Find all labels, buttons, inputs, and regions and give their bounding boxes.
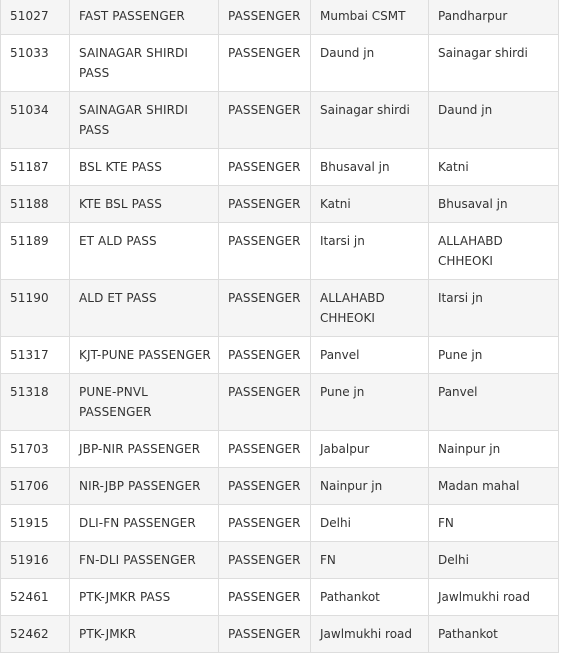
train-type: PASSENGER bbox=[219, 579, 311, 616]
table-row bbox=[1, 92, 559, 149]
train-number: 51318 bbox=[1, 374, 70, 431]
table-row bbox=[1, 280, 559, 337]
table-row bbox=[1, 579, 559, 616]
train-from-station: Sainagar shirdi bbox=[311, 92, 429, 149]
train-to-station: Nainpur jn bbox=[429, 431, 559, 468]
train-name: ET ALD PASS bbox=[70, 223, 219, 280]
train-name: KJT-PUNE PASSENGER bbox=[70, 337, 219, 374]
train-type: PASSENGER bbox=[219, 505, 311, 542]
train-to-station: Delhi bbox=[429, 542, 559, 579]
train-number: 51033 bbox=[1, 35, 70, 92]
train-number: 52461 bbox=[1, 579, 70, 616]
train-type: PASSENGER bbox=[219, 280, 311, 337]
train-to-station: ALLAHABD CHHEOKI bbox=[429, 223, 559, 280]
train-to-station: Daund jn bbox=[429, 92, 559, 149]
table-row bbox=[1, 223, 559, 280]
train-name: SAINAGAR SHIRDI PASS bbox=[70, 92, 219, 149]
train-name: DLI-FN PASSENGER bbox=[70, 505, 219, 542]
train-type: PASSENGER bbox=[219, 542, 311, 579]
table-row bbox=[1, 505, 559, 542]
train-name: SAINAGAR SHIRDI PASS bbox=[70, 35, 219, 92]
train-to-station: FN bbox=[429, 505, 559, 542]
train-name: FAST PASSENGER bbox=[70, 0, 219, 35]
train-type: PASSENGER bbox=[219, 337, 311, 374]
train-from-station: Mumbai CSMT bbox=[311, 0, 429, 35]
train-name: NIR-JBP PASSENGER bbox=[70, 468, 219, 505]
train-type: PASSENGER bbox=[219, 616, 311, 653]
train-name: JBP-NIR PASSENGER bbox=[70, 431, 219, 468]
train-to-station: Bhusaval jn bbox=[429, 186, 559, 223]
train-number: 51703 bbox=[1, 431, 70, 468]
train-type: PASSENGER bbox=[219, 149, 311, 186]
train-to-station: Panvel bbox=[429, 374, 559, 431]
train-number: 51027 bbox=[1, 0, 70, 35]
train-from-station: FN bbox=[311, 542, 429, 579]
table-row bbox=[1, 542, 559, 579]
train-type: PASSENGER bbox=[219, 374, 311, 431]
train-to-station: Pandharpur bbox=[429, 0, 559, 35]
train-to-station: Itarsi jn bbox=[429, 280, 559, 337]
table-row bbox=[1, 374, 559, 431]
train-from-station: Itarsi jn bbox=[311, 223, 429, 280]
train-name: PTK-JMKR bbox=[70, 616, 219, 653]
train-to-station: Sainagar shirdi bbox=[429, 35, 559, 92]
train-number: 51034 bbox=[1, 92, 70, 149]
train-number: 51916 bbox=[1, 542, 70, 579]
table-row bbox=[1, 149, 559, 186]
train-type: PASSENGER bbox=[219, 92, 311, 149]
table-row bbox=[1, 616, 559, 653]
train-name: BSL KTE PASS bbox=[70, 149, 219, 186]
table-row bbox=[1, 0, 559, 35]
train-name: FN-DLI PASSENGER bbox=[70, 542, 219, 579]
train-from-station: Jawlmukhi road bbox=[311, 616, 429, 653]
train-number: 51706 bbox=[1, 468, 70, 505]
train-to-station: Madan mahal bbox=[429, 468, 559, 505]
train-number: 51188 bbox=[1, 186, 70, 223]
train-from-station: ALLAHABD CHHEOKI bbox=[311, 280, 429, 337]
train-number: 51187 bbox=[1, 149, 70, 186]
train-type: PASSENGER bbox=[219, 431, 311, 468]
train-table-body bbox=[1, 0, 559, 653]
table-row bbox=[1, 186, 559, 223]
train-name: KTE BSL PASS bbox=[70, 186, 219, 223]
train-from-station: Bhusaval jn bbox=[311, 149, 429, 186]
train-from-station: Katni bbox=[311, 186, 429, 223]
train-type: PASSENGER bbox=[219, 223, 311, 280]
train-from-station: Daund jn bbox=[311, 35, 429, 92]
train-number: 52462 bbox=[1, 616, 70, 653]
train-to-station: Jawlmukhi road bbox=[429, 579, 559, 616]
train-name: PUNE-PNVL PASSENGER bbox=[70, 374, 219, 431]
train-from-station: Panvel bbox=[311, 337, 429, 374]
train-number: 51189 bbox=[1, 223, 70, 280]
train-to-station: Pune jn bbox=[429, 337, 559, 374]
train-number: 51317 bbox=[1, 337, 70, 374]
table-row bbox=[1, 431, 559, 468]
train-number: 51190 bbox=[1, 280, 70, 337]
table-row bbox=[1, 337, 559, 374]
train-to-station: Katni bbox=[429, 149, 559, 186]
train-name: PTK-JMKR PASS bbox=[70, 579, 219, 616]
train-from-station: Delhi bbox=[311, 505, 429, 542]
train-type: PASSENGER bbox=[219, 468, 311, 505]
train-type: PASSENGER bbox=[219, 0, 311, 35]
train-to-station: Pathankot bbox=[429, 616, 559, 653]
train-from-station: Pathankot bbox=[311, 579, 429, 616]
train-type: PASSENGER bbox=[219, 186, 311, 223]
train-type: PASSENGER bbox=[219, 35, 311, 92]
train-number: 51915 bbox=[1, 505, 70, 542]
train-name: ALD ET PASS bbox=[70, 280, 219, 337]
table-row bbox=[1, 468, 559, 505]
table-row bbox=[1, 35, 559, 92]
train-from-station: Nainpur jn bbox=[311, 468, 429, 505]
train-from-station: Pune jn bbox=[311, 374, 429, 431]
train-from-station: Jabalpur bbox=[311, 431, 429, 468]
